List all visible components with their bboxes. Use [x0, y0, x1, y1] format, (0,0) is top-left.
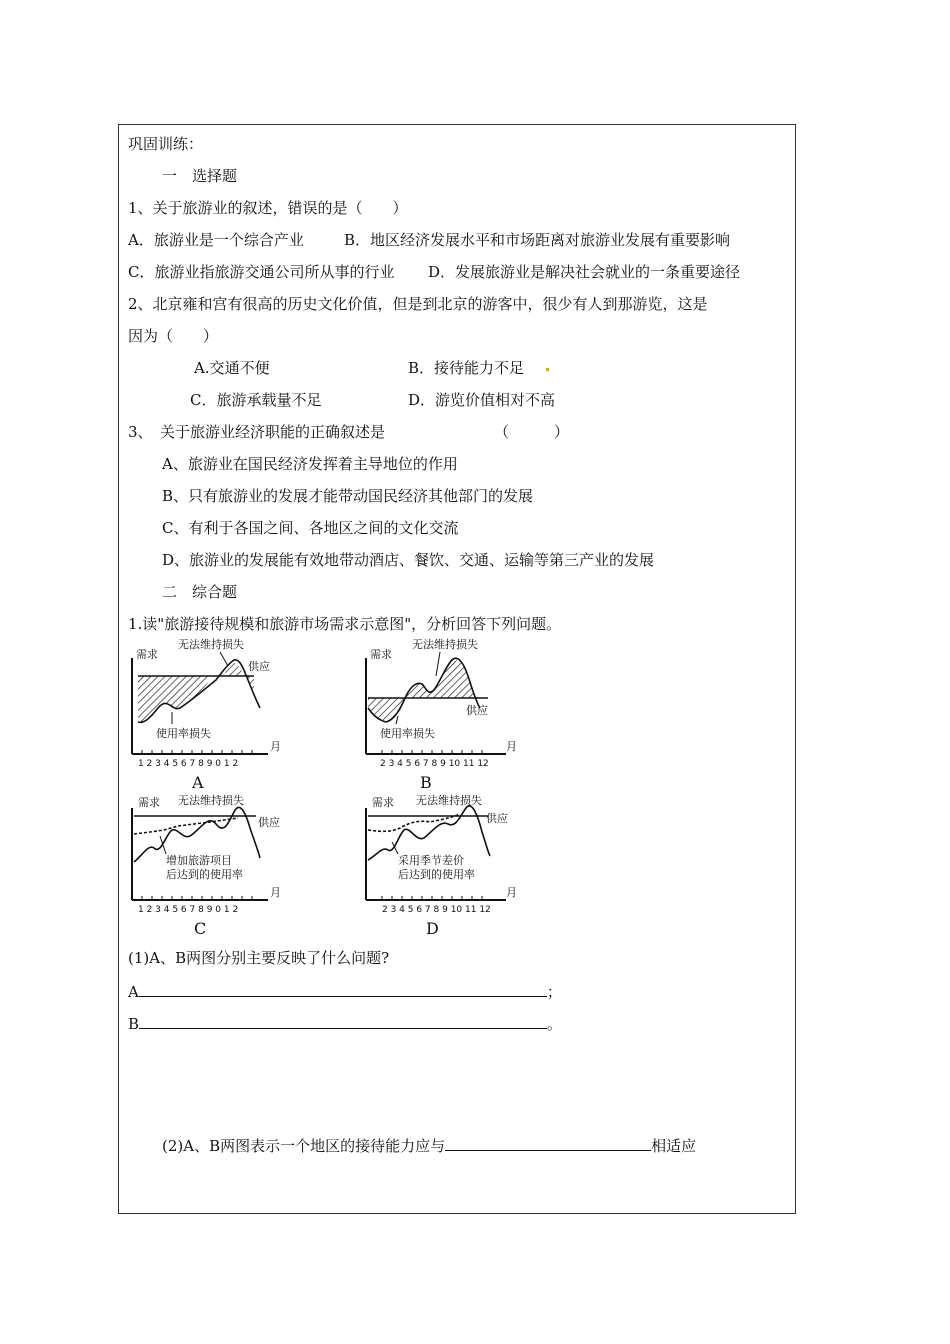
sub2-blank[interactable] [445, 1136, 651, 1151]
panel-d-unmet-loss-label: 无法维持损失 [416, 794, 482, 807]
tourism-demand-figure [120, 636, 530, 942]
panel-c-month-label: 月 [270, 886, 281, 899]
q1-stem: 1、关于旅游业的叙述，错误的是（ ） [128, 199, 408, 217]
c1-stem: 1.读"旅游接待规模和旅游市场需求示意图"，分析回答下列问题。 [128, 615, 562, 633]
panel-d [366, 793, 517, 938]
panel-d-note-line1: 采用季节差价 [398, 854, 464, 867]
panel-c-month-ticks: 1 2 3 4 5 6 7 8 9 0 1 2 [138, 905, 239, 915]
panel-b-supply-label: 供应 [466, 704, 488, 717]
panel-d-note-line2: 后达到的使用率 [398, 868, 475, 881]
section-choice-title: 一 选择题 [162, 167, 238, 185]
panel-a-supply-label: 供应 [248, 660, 270, 673]
q2-stem-line1: 2、北京雍和宫有很高的历史文化价值，但是到北京的游客中，很少有人到那游览，这是 [128, 295, 708, 313]
panel-a-title: A [192, 773, 204, 792]
q2-option-b: B．接待能力不足 [408, 359, 525, 377]
panel-b-shortage-area [406, 660, 478, 698]
answer-b-prefix: B [128, 1015, 140, 1033]
panel-a-month-ticks: 1 2 3 4 5 6 7 8 9 0 1 2 [138, 759, 239, 769]
answer-line-a [128, 982, 562, 1002]
panel-d-supply-label: 供应 [486, 812, 508, 825]
q2-option-a: A.交通不便 [194, 359, 270, 377]
panel-d-month-ticks: 2 3 4 5 6 7 8 9 10 11 12 [382, 905, 491, 915]
panel-a-surplus-area [138, 676, 212, 722]
q3-option-b: B、只有旅游业的发展才能带动国民经济其他部门的发展 [162, 487, 534, 505]
q1-option-b: B．地区经济发展水平和市场距离对旅游业发展有重要影响 [344, 231, 731, 249]
section-comprehensive-title: 二 综合题 [162, 583, 238, 601]
panel-b-unmet-loss-label: 无法维持损失 [412, 638, 478, 651]
panel-b-usage-loss-label: 使用率损失 [380, 727, 435, 740]
panel-b-month-ticks: 2 3 4 5 6 7 8 9 10 11 12 [380, 759, 489, 769]
q2-stem-line2: 因为（ ） [128, 327, 219, 345]
panel-b [366, 637, 517, 792]
panel-c [132, 793, 281, 938]
q1-option-c: C．旅游业指旅游交通公司所从事的行业 [128, 263, 395, 281]
answer-b-blank[interactable] [139, 1014, 547, 1029]
sub2-prefix: (2)A、B两图表示一个地区的接待能力应与 [162, 1137, 446, 1155]
q1-option-a: A．旅游业是一个综合产业 [128, 231, 304, 249]
q3-option-d: D、旅游业的发展能有效地带动酒店、餐饮、交通、运输等第三产业的发展 [162, 551, 655, 569]
c1-subquestion-1: (1)A、B两图分别主要反映了什么问题? [128, 949, 390, 967]
panel-c-note-line2: 后达到的使用率 [166, 868, 243, 881]
q3-answer-paren: （ ） [494, 423, 570, 441]
panel-a [132, 637, 281, 792]
sub2-suffix: 相适应 [651, 1137, 697, 1155]
q3-option-c: C、有利于各国之间、各地区之间的文化交流 [162, 519, 459, 537]
panel-c-demand-label: 需求 [138, 796, 160, 809]
panel-d-demand-curve [368, 806, 490, 860]
panel-d-demand-label: 需求 [372, 796, 394, 809]
q2-option-c: C．旅游承载量不足 [190, 391, 322, 409]
panel-b-month-label: 月 [506, 740, 517, 753]
panel-d-month-label: 月 [506, 886, 517, 899]
panel-c-note-line1: 增加旅游项目 [166, 854, 232, 867]
answer-a-blank[interactable] [139, 982, 547, 997]
panel-a-demand-label: 需求 [136, 648, 158, 661]
q2-option-d: D．游览价值相对不高 [408, 391, 556, 409]
answer-a-prefix: A [128, 983, 139, 1001]
q3-option-a: A、旅游业在国民经济发挥着主导地位的作用 [162, 455, 458, 473]
answer-line-b [128, 1014, 562, 1034]
panel-d-title: D [426, 919, 439, 938]
panel-c-unmet-loss-label: 无法维持损失 [178, 794, 244, 807]
panel-c-improved-usage-curve [134, 818, 238, 834]
answer-b-suffix: 。 [547, 1015, 563, 1033]
panel-a-usage-loss-label: 使用率损失 [156, 727, 211, 740]
q3-stem: 3、 关于旅游业经济职能的正确叙述是 [128, 423, 386, 441]
answer-a-suffix: ； [546, 983, 562, 1001]
panel-b-title: B [420, 773, 432, 792]
panel-a-unmet-loss-label: 无法维持损失 [178, 638, 244, 651]
panel-a-month-label: 月 [270, 740, 281, 753]
q1-option-d: D．发展旅游业是解决社会就业的一条重要途径 [428, 263, 741, 281]
panel-b-demand-label: 需求 [370, 648, 392, 661]
panel-c-supply-label: 供应 [258, 816, 280, 829]
panel-c-title: C [194, 919, 207, 938]
stray-dot [546, 368, 549, 371]
heading: 巩固训练： [128, 135, 204, 153]
c1-subquestion-2 [162, 1136, 696, 1156]
panel-b-surplus-area [368, 698, 406, 721]
